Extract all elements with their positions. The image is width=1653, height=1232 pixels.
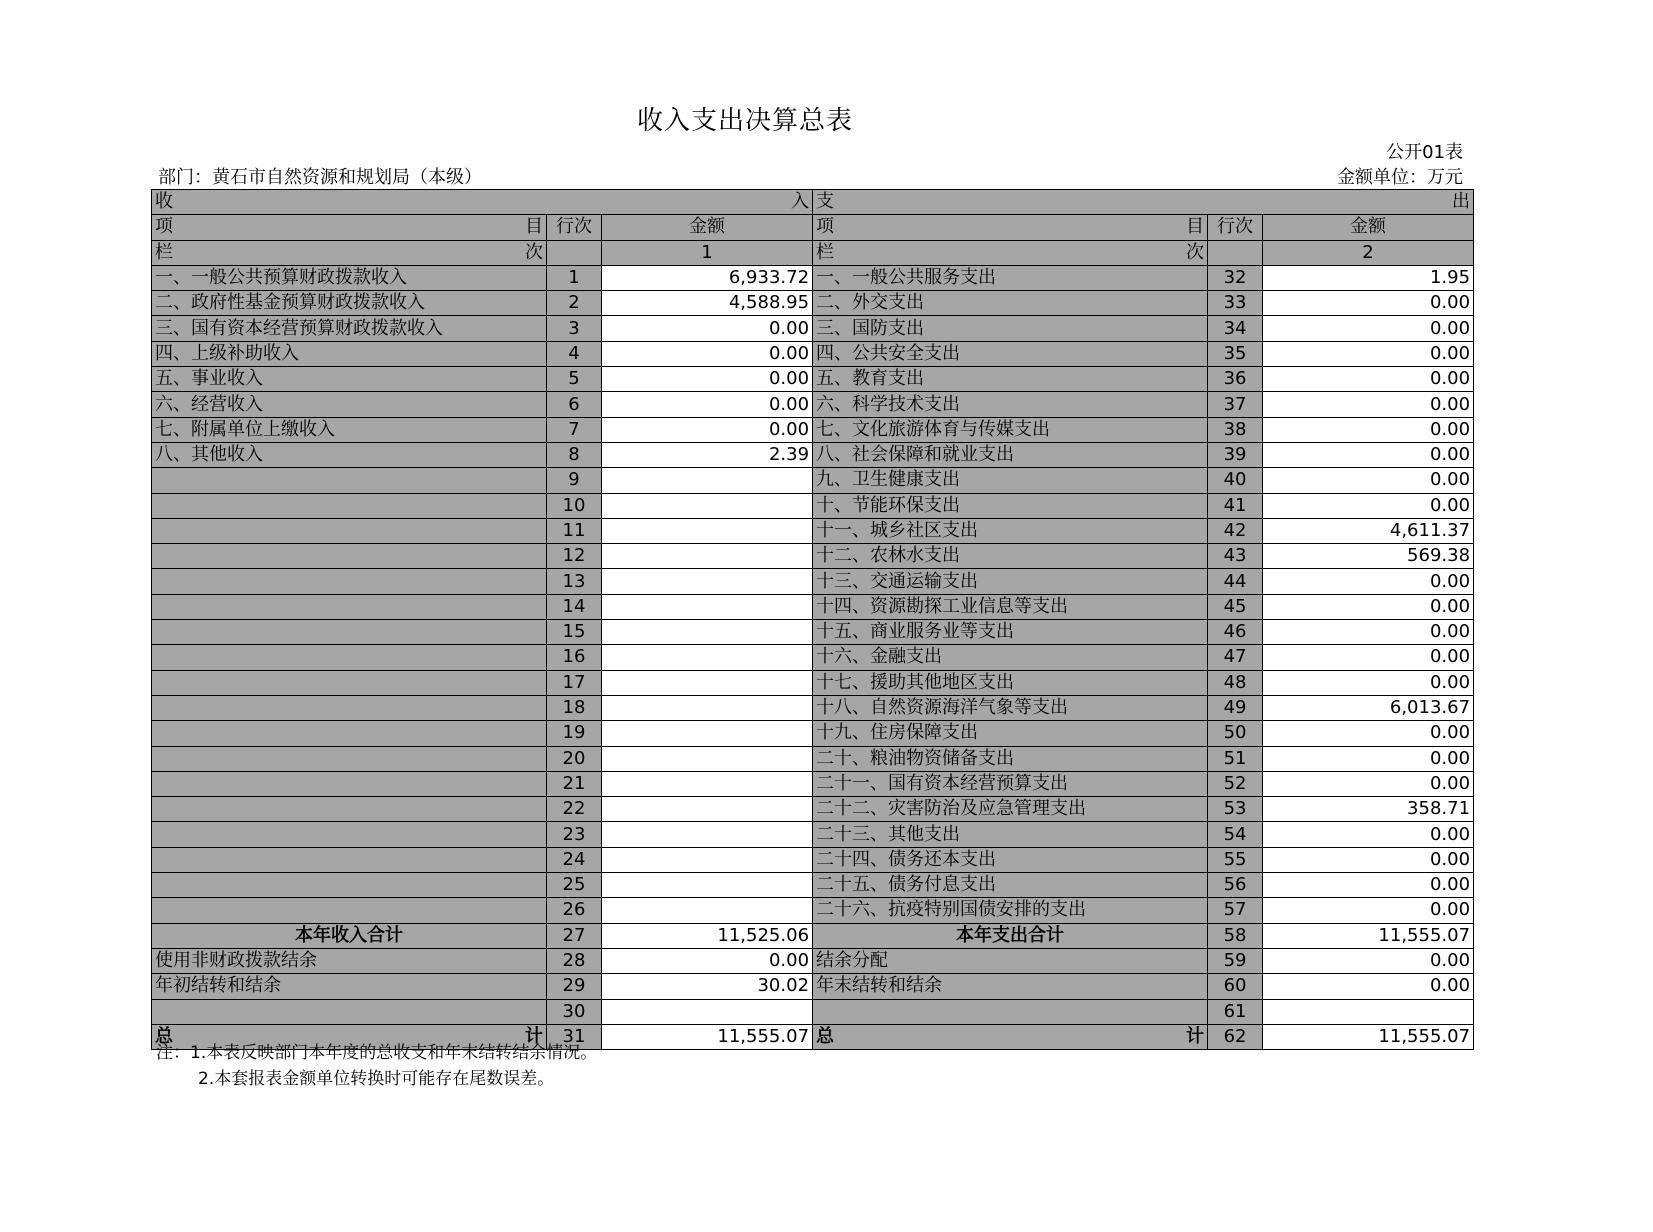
col-empty-right — [1208, 240, 1263, 265]
unit-label: 金额单位：万元 — [1337, 167, 1463, 188]
income-row-no: 23 — [547, 822, 602, 847]
income-item-label — [152, 518, 547, 543]
income-amount: 2.39 — [602, 442, 813, 467]
expense-amount: 6,013.67 — [1263, 695, 1474, 720]
expense-row-no: 51 — [1208, 746, 1263, 771]
expense-header-b: 出 — [1452, 191, 1471, 213]
table-row — [152, 468, 1474, 493]
footnotes — [156, 1040, 597, 1092]
expense-item-label: 一、一般公共服务支出 — [813, 265, 1208, 290]
income-amount — [602, 620, 813, 645]
expense-item-label: 十七、援助其他地区支出 — [813, 670, 1208, 695]
expense-total-amount: 11,555.07 — [1263, 1024, 1474, 1049]
table-row — [152, 620, 1474, 645]
expense-total-label — [813, 1024, 1208, 1049]
expense-amount: 0.00 — [1263, 316, 1474, 341]
expense-item-label: 二十五、债务付息支出 — [813, 873, 1208, 898]
expense-row-no: 34 — [1208, 316, 1263, 341]
expense-amount: 0.00 — [1263, 442, 1474, 467]
col-empty-left — [547, 240, 602, 265]
expense-row-no: 35 — [1208, 341, 1263, 366]
expense-row-no: 38 — [1208, 417, 1263, 442]
table-row — [152, 594, 1474, 619]
table-row — [152, 797, 1474, 822]
table-row — [152, 822, 1474, 847]
table-row — [152, 948, 1474, 973]
expense-row-no: 47 — [1208, 645, 1263, 670]
expense-item-label: 八、社会保障和就业支出 — [813, 442, 1208, 467]
table-row — [152, 670, 1474, 695]
income-item-label — [152, 594, 547, 619]
table-row — [152, 291, 1474, 316]
income-item-label: 二、政府性基金预算财政拨款收入 — [152, 291, 547, 316]
expense-row-no: 50 — [1208, 721, 1263, 746]
table-row — [152, 392, 1474, 417]
expense-amount: 0.00 — [1263, 493, 1474, 518]
income-amount: 0.00 — [602, 417, 813, 442]
expense-amount: 0.00 — [1263, 771, 1474, 796]
income-amount — [602, 822, 813, 847]
expense-row-no: 56 — [1208, 873, 1263, 898]
income-amount — [602, 746, 813, 771]
income-amount: 6,933.72 — [602, 265, 813, 290]
expense-item-label: 六、科学技术支出 — [813, 392, 1208, 417]
expense-amount: 0.00 — [1263, 392, 1474, 417]
table-row — [152, 746, 1474, 771]
expense-item-label: 十八、自然资源海洋气象等支出 — [813, 695, 1208, 720]
income-item-label — [152, 544, 547, 569]
income-item-label — [152, 898, 547, 923]
expense-row-no: 48 — [1208, 670, 1263, 695]
income-amount: 11,525.06 — [602, 923, 813, 948]
income-row-no: 17 — [547, 670, 602, 695]
expense-row-no: 45 — [1208, 594, 1263, 619]
expense-row-no: 36 — [1208, 367, 1263, 392]
income-item-label — [152, 620, 547, 645]
total-label-b: 计 — [1186, 1025, 1205, 1047]
expense-item-label: 二十六、抗疫特别国债安排的支出 — [813, 898, 1208, 923]
amount-header-left: 金额 — [602, 215, 813, 240]
expense-item-label: 二、外交支出 — [813, 291, 1208, 316]
expense-amount: 0.00 — [1263, 847, 1474, 872]
income-amount — [602, 695, 813, 720]
expense-amount: 0.00 — [1263, 341, 1474, 366]
table-row — [152, 974, 1474, 999]
expense-item-label: 十二、农林水支出 — [813, 544, 1208, 569]
col-label-a: 栏 — [155, 241, 173, 263]
income-item-label — [152, 847, 547, 872]
table-row — [152, 898, 1474, 923]
income-item-label — [152, 493, 547, 518]
income-amount — [602, 999, 813, 1024]
expense-row-no: 54 — [1208, 822, 1263, 847]
expense-row-no: 33 — [1208, 291, 1263, 316]
total-label-a: 总 — [155, 1025, 173, 1047]
income-amount — [602, 544, 813, 569]
income-row-no: 21 — [547, 771, 602, 796]
income-amount — [602, 721, 813, 746]
header-row-col-index — [152, 240, 1474, 265]
expense-amount: 0.00 — [1263, 291, 1474, 316]
col-label-a: 栏 — [816, 241, 835, 263]
income-row-no: 19 — [547, 721, 602, 746]
expense-row-no: 58 — [1208, 923, 1263, 948]
table-row — [152, 493, 1474, 518]
col-label-left — [152, 240, 547, 265]
income-row-no: 24 — [547, 847, 602, 872]
income-row-no: 5 — [547, 367, 602, 392]
income-row-no: 26 — [547, 898, 602, 923]
expense-row-no: 40 — [1208, 468, 1263, 493]
expense-amount: 1.95 — [1263, 265, 1474, 290]
expense-header-a: 支 — [816, 191, 835, 213]
income-row-no: 11 — [547, 518, 602, 543]
header-row-section — [152, 190, 1474, 215]
income-row-no: 4 — [547, 341, 602, 366]
income-row-no: 1 — [547, 265, 602, 290]
expense-amount: 0.00 — [1263, 974, 1474, 999]
expense-row-no: 43 — [1208, 544, 1263, 569]
table-row — [152, 695, 1474, 720]
expense-amount: 0.00 — [1263, 746, 1474, 771]
income-item-label: 五、事业收入 — [152, 367, 547, 392]
income-amount: 0.00 — [602, 392, 813, 417]
expense-amount — [1263, 999, 1474, 1024]
expense-amount: 0.00 — [1263, 721, 1474, 746]
income-item-label: 一、一般公共预算财政拨款收入 — [152, 265, 547, 290]
expense-row-no: 60 — [1208, 974, 1263, 999]
table-row — [152, 518, 1474, 543]
income-amount — [602, 493, 813, 518]
total-label-b: 计 — [525, 1025, 543, 1047]
income-item-label: 年初结转和结余 — [152, 974, 547, 999]
expense-row-no: 39 — [1208, 442, 1263, 467]
col-index-2: 2 — [1263, 240, 1474, 265]
expense-row-no: 59 — [1208, 948, 1263, 973]
expense-item-label: 十五、商业服务业等支出 — [813, 620, 1208, 645]
expense-amount: 0.00 — [1263, 367, 1474, 392]
income-row-no: 18 — [547, 695, 602, 720]
income-amount — [602, 847, 813, 872]
department-label: 部门：黄石市自然资源和规划局（本级） — [158, 167, 482, 188]
income-item-label — [152, 569, 547, 594]
income-item-label: 本年收入合计 — [152, 923, 547, 948]
income-item-label: 七、附属单位上缴收入 — [152, 417, 547, 442]
income-row-no: 20 — [547, 746, 602, 771]
table-row — [152, 569, 1474, 594]
income-amount: 30.02 — [602, 974, 813, 999]
expense-row-no: 32 — [1208, 265, 1263, 290]
table-row — [152, 544, 1474, 569]
table-row — [152, 442, 1474, 467]
income-row-no: 3 — [547, 316, 602, 341]
col-label-b: 次 — [525, 241, 543, 263]
expense-amount: 358.71 — [1263, 797, 1474, 822]
expense-item-label: 二十四、债务还本支出 — [813, 847, 1208, 872]
income-row-no: 7 — [547, 417, 602, 442]
expense-amount: 4,611.37 — [1263, 518, 1474, 543]
income-item-label — [152, 771, 547, 796]
expense-amount: 0.00 — [1263, 645, 1474, 670]
income-row-no: 8 — [547, 442, 602, 467]
col-index-1: 1 — [602, 240, 813, 265]
expense-row-no: 52 — [1208, 771, 1263, 796]
table-row — [152, 316, 1474, 341]
table-row — [152, 341, 1474, 366]
expense-amount: 0.00 — [1263, 620, 1474, 645]
item-header-b: 目 — [1186, 216, 1205, 238]
row-no-header-left: 行次 — [547, 215, 602, 240]
summary-table — [151, 189, 1474, 1050]
income-item-label: 六、经营收入 — [152, 392, 547, 417]
expense-amount: 0.00 — [1263, 594, 1474, 619]
table-row — [152, 923, 1474, 948]
col-label-right — [813, 240, 1208, 265]
income-row-no: 30 — [547, 999, 602, 1024]
income-section-header — [152, 190, 813, 215]
item-header-a: 项 — [155, 216, 173, 238]
income-row-no: 15 — [547, 620, 602, 645]
income-amount: 0.00 — [602, 316, 813, 341]
income-item-label — [152, 695, 547, 720]
income-item-label: 使用非财政拨款结余 — [152, 948, 547, 973]
table-row — [152, 999, 1474, 1024]
income-row-no: 29 — [547, 974, 602, 999]
expense-item-label: 十一、城乡社区支出 — [813, 518, 1208, 543]
expense-item-label: 二十三、其他支出 — [813, 822, 1208, 847]
income-amount — [602, 771, 813, 796]
table-row — [152, 265, 1474, 290]
income-amount — [602, 468, 813, 493]
note-1: 注：1.本表反映部门本年度的总收支和年末结转结余情况。 — [156, 1043, 598, 1063]
income-item-label: 三、国有资本经营预算财政拨款收入 — [152, 316, 547, 341]
expense-item-label: 十三、交通运输支出 — [813, 569, 1208, 594]
income-item-label — [152, 746, 547, 771]
income-header-b: 入 — [791, 191, 810, 213]
table-row — [152, 417, 1474, 442]
expense-amount: 11,555.07 — [1263, 923, 1474, 948]
expense-item-label: 五、教育支出 — [813, 367, 1208, 392]
income-row-no: 10 — [547, 493, 602, 518]
income-item-label — [152, 645, 547, 670]
expense-item-label: 二十、粮油物资储备支出 — [813, 746, 1208, 771]
income-amount — [602, 645, 813, 670]
income-amount — [602, 594, 813, 619]
income-item-label: 四、上级补助收入 — [152, 341, 547, 366]
expense-item-label — [813, 999, 1208, 1024]
expense-item-label: 二十二、灾害防治及应急管理支出 — [813, 797, 1208, 822]
expense-row-no: 53 — [1208, 797, 1263, 822]
table-row — [152, 847, 1474, 872]
income-amount — [602, 518, 813, 543]
income-item-label — [152, 873, 547, 898]
table-body — [152, 190, 1474, 1050]
income-amount: 0.00 — [602, 341, 813, 366]
expense-item-label: 三、国防支出 — [813, 316, 1208, 341]
expense-amount: 0.00 — [1263, 670, 1474, 695]
expense-item-label: 年末结转和结余 — [813, 974, 1208, 999]
expense-row-no: 49 — [1208, 695, 1263, 720]
income-row-no: 27 — [547, 923, 602, 948]
row-no-header-right: 行次 — [1208, 215, 1263, 240]
item-header-b: 目 — [525, 216, 543, 238]
expense-item-label: 四、公共安全支出 — [813, 341, 1208, 366]
expense-item-label: 十四、资源勘探工业信息等支出 — [813, 594, 1208, 619]
expense-section-header — [813, 190, 1474, 215]
income-amount — [602, 569, 813, 594]
expense-item-label: 九、卫生健康支出 — [813, 468, 1208, 493]
expense-item-label: 结余分配 — [813, 948, 1208, 973]
item-header-left — [152, 215, 547, 240]
header-row-columns — [152, 215, 1474, 240]
expense-row-no: 46 — [1208, 620, 1263, 645]
expense-amount: 0.00 — [1263, 569, 1474, 594]
total-label-a: 总 — [816, 1025, 835, 1047]
expense-row-no: 55 — [1208, 847, 1263, 872]
income-row-no: 25 — [547, 873, 602, 898]
income-row-no: 22 — [547, 797, 602, 822]
table-row — [152, 645, 1474, 670]
income-total-row-no: 31 — [547, 1024, 602, 1049]
income-amount — [602, 898, 813, 923]
income-item-label — [152, 822, 547, 847]
note-2: 2.本套报表金额单位转换时可能存在尾数误差。 — [198, 1069, 555, 1089]
item-header-a: 项 — [816, 216, 835, 238]
expense-row-no: 37 — [1208, 392, 1263, 417]
income-header-a: 收 — [155, 191, 173, 213]
expense-row-no: 44 — [1208, 569, 1263, 594]
expense-amount: 0.00 — [1263, 822, 1474, 847]
income-row-no: 16 — [547, 645, 602, 670]
expense-total-row-no: 62 — [1208, 1024, 1263, 1049]
income-row-no: 13 — [547, 569, 602, 594]
income-amount — [602, 670, 813, 695]
table-row — [152, 873, 1474, 898]
income-item-label — [152, 468, 547, 493]
col-label-b: 次 — [1186, 241, 1205, 263]
income-item-label: 八、其他收入 — [152, 442, 547, 467]
expense-amount: 0.00 — [1263, 468, 1474, 493]
income-amount: 4,588.95 — [602, 291, 813, 316]
income-amount — [602, 873, 813, 898]
income-row-no: 28 — [547, 948, 602, 973]
income-row-no: 9 — [547, 468, 602, 493]
expense-amount: 0.00 — [1263, 417, 1474, 442]
income-amount: 0.00 — [602, 367, 813, 392]
income-row-no: 2 — [547, 291, 602, 316]
table-row — [152, 721, 1474, 746]
expense-item-label: 十六、金融支出 — [813, 645, 1208, 670]
form-code: 公开01表 — [1386, 142, 1463, 163]
item-header-right — [813, 215, 1208, 240]
expense-item-label: 二十一、国有资本经营预算支出 — [813, 771, 1208, 796]
income-item-label — [152, 797, 547, 822]
amount-header-right: 金额 — [1263, 215, 1474, 240]
expense-row-no: 57 — [1208, 898, 1263, 923]
expense-row-no: 61 — [1208, 999, 1263, 1024]
expense-item-label: 十、节能环保支出 — [813, 493, 1208, 518]
income-amount: 0.00 — [602, 948, 813, 973]
expense-amount: 569.38 — [1263, 544, 1474, 569]
expense-amount: 0.00 — [1263, 898, 1474, 923]
table-row — [152, 771, 1474, 796]
income-item-label — [152, 721, 547, 746]
expense-item-label: 七、文化旅游体育与传媒支出 — [813, 417, 1208, 442]
income-row-no: 12 — [547, 544, 602, 569]
income-row-no: 6 — [547, 392, 602, 417]
expense-row-no: 42 — [1208, 518, 1263, 543]
income-amount — [602, 797, 813, 822]
income-item-label — [152, 999, 547, 1024]
income-item-label — [152, 670, 547, 695]
expense-row-no: 41 — [1208, 493, 1263, 518]
report-title: 收入支出决算总表 — [636, 106, 853, 136]
expense-item-label: 本年支出合计 — [813, 923, 1208, 948]
income-row-no: 14 — [547, 594, 602, 619]
expense-amount: 0.00 — [1263, 948, 1474, 973]
table-row — [152, 367, 1474, 392]
expense-amount: 0.00 — [1263, 873, 1474, 898]
expense-item-label: 十九、住房保障支出 — [813, 721, 1208, 746]
income-total-amount: 11,555.07 — [602, 1024, 813, 1049]
